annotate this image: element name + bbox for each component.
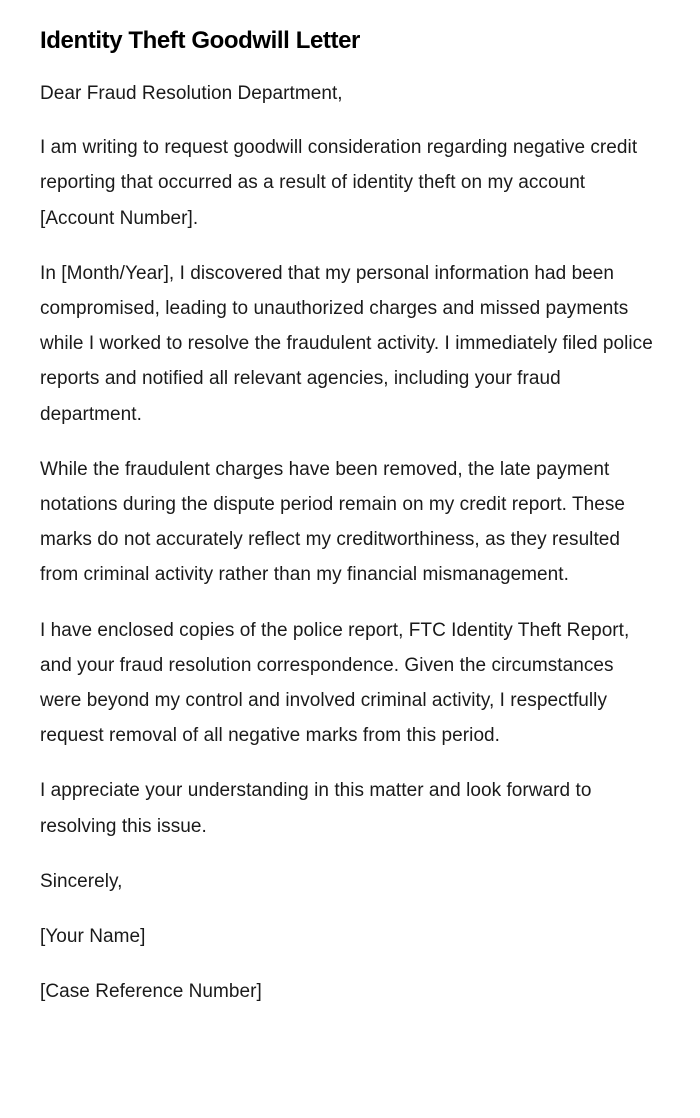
letter-closing: Sincerely, xyxy=(40,870,123,892)
letter-paragraph-1: I am writing to request goodwill consideration regarding negative credit reporting that occurred as a result of identity theft on my account [Account Number]. xyxy=(40,137,638,229)
letter-signature-name: [Your Name] xyxy=(40,926,146,948)
letter-salutation: Dear Fraud Resolution Department, xyxy=(40,83,343,104)
letter-paragraph-3: While the fraudulent charges have been removed, the late payment notations during the dispute period remain on my credit report. These marks do not accurately reflect my creditworthiness, as they resulted from criminal activity rather than my financial mismanagement. xyxy=(40,458,626,586)
letter-paragraph-4: I have enclosed copies of the police report, FTC Identity Theft Report, and your fraud resolution correspondence. Given the circumstances were beyond my control and involved criminal activity, I respectfully request removal of all negative marks from this period. xyxy=(40,619,630,747)
letter-case-reference: [Case Reference Number] xyxy=(40,981,262,1003)
letter-title: Identity Theft Goodwill Letter xyxy=(40,27,360,54)
letter-paragraph-2: In [Month/Year], I discovered that my personal information had been compromised, leading to unauthorized charges and missed payments while I worked to resolve the fraudulent activity. I immediately filed police reports and notified all relevant agencies, including your fraud department. xyxy=(40,262,653,425)
letter-paragraph-5: I appreciate your understanding in this matter and look forward to resolving this issue. xyxy=(40,780,592,837)
